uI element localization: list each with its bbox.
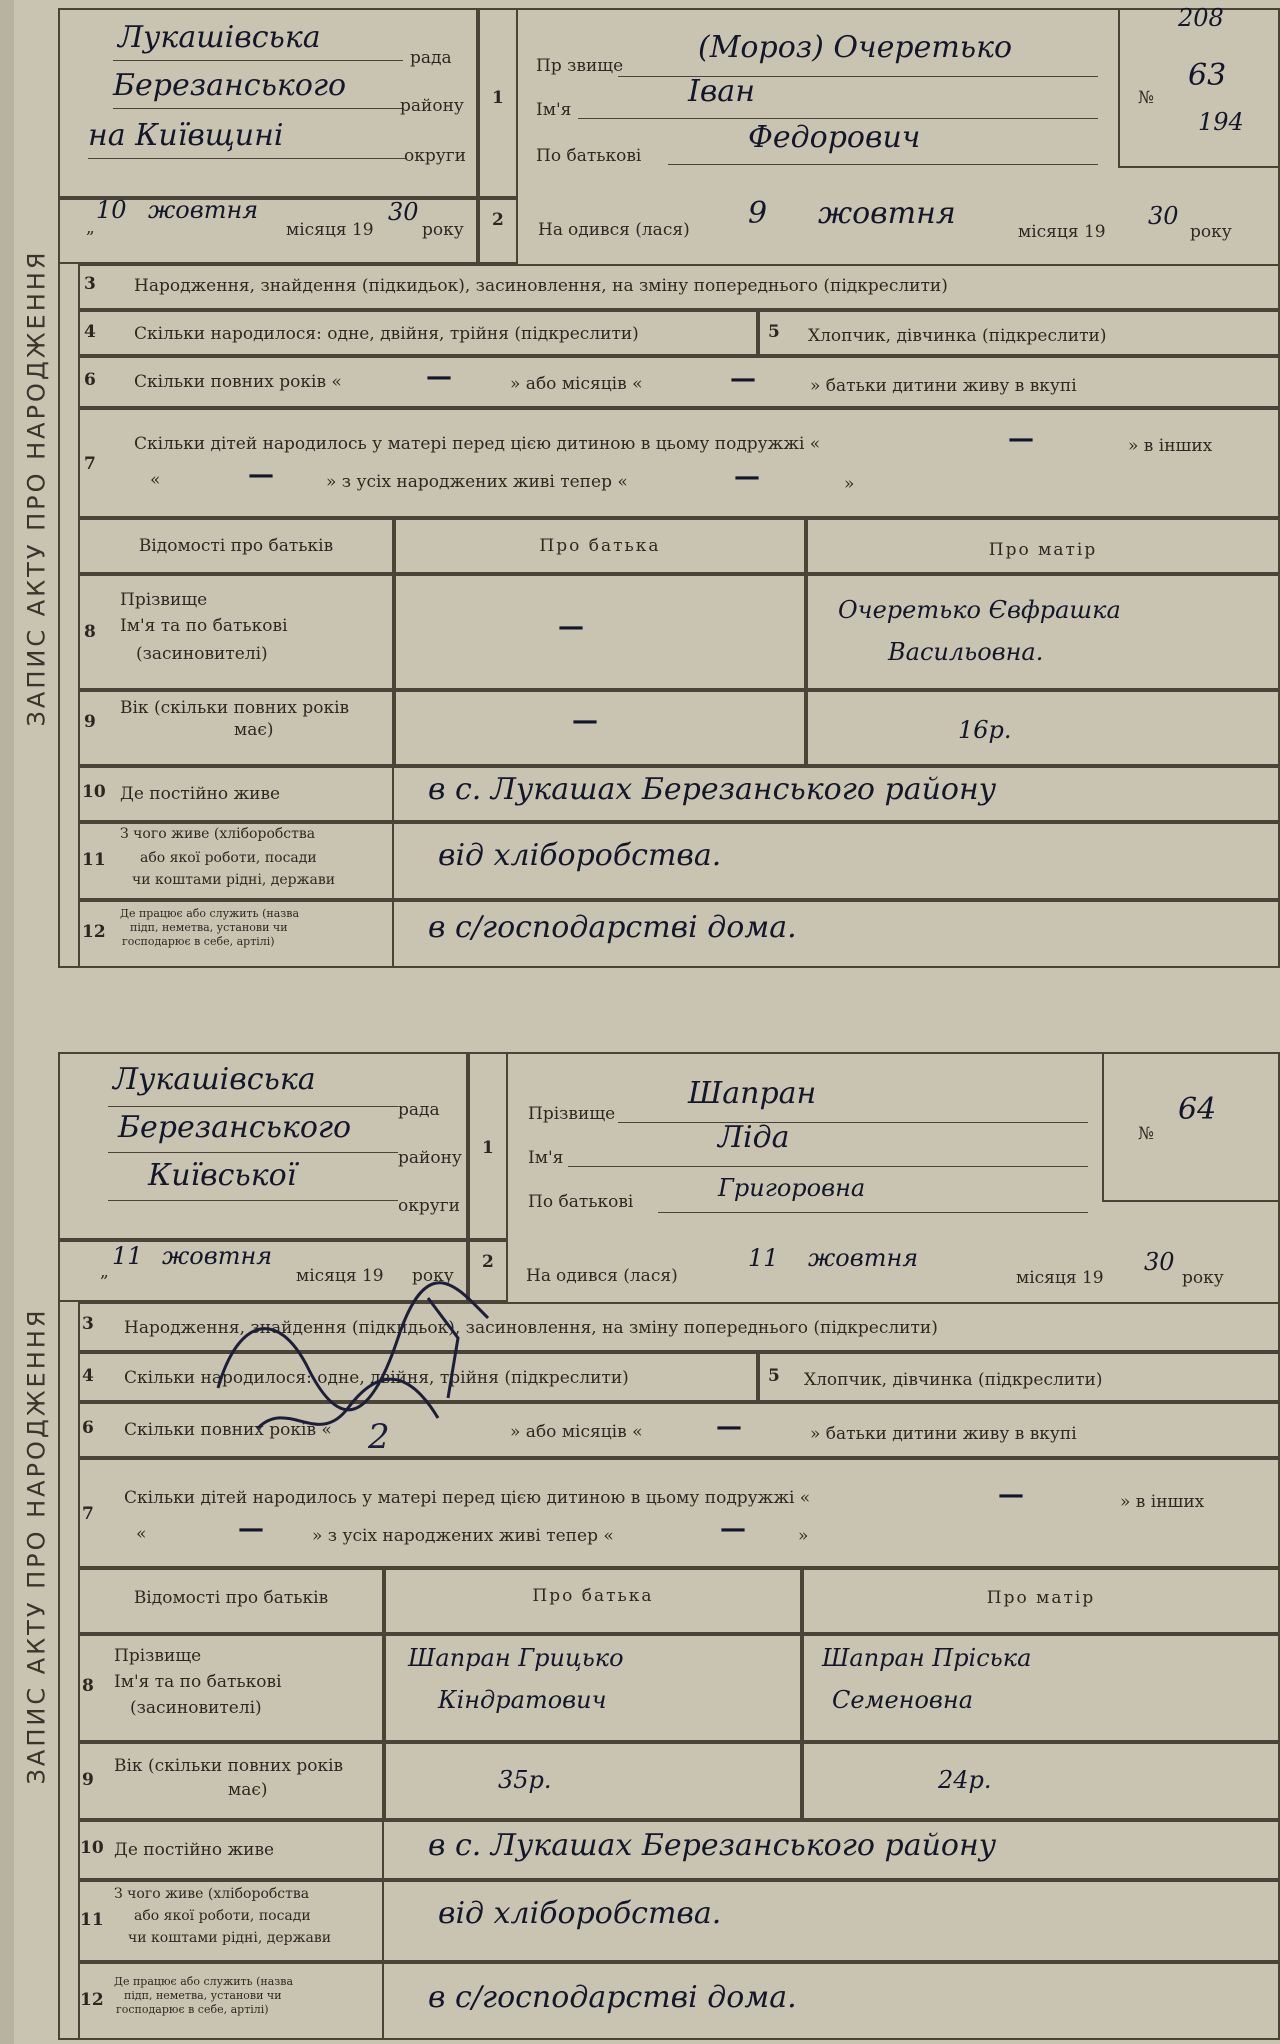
side-label-1: ЗАПИС АКТУ ПРО НАРОДЖЕННЯ bbox=[22, 249, 50, 727]
livelihood-1: від хліборобства. bbox=[438, 838, 722, 873]
father-age-2: 35р. bbox=[498, 1766, 552, 1794]
okrug-label: округи bbox=[404, 146, 466, 166]
name-value: Іван bbox=[688, 74, 755, 109]
birth-record-2: Лукашівська рада Березанського району Київської округи 1 Прізвище Шапран Ім'я Ліда По батькові Григоровна № 64 „ 11 жовтня місяця 19 року 2 На одився (лася) 11 жовтня місяця 19 30 року 3 Народження, знайдення (підкидьок), засиновлення, на зміну попереднього (підкреслити) 4 Скільки народилося: одне, двійня, трійня (підкреслити) 5 Хлопчик, дівчинка (підкреслити) 6 Скільки повних років « » або місяців « — » батьки дитини живу в вкупі 7 Скільки дітей народилось у матері перед цією дитиною в цьому подружжі « — » в інших « — » з усіх народжених живі тепер « — » Відомості про батьків Про батька Про матір 8 Прізвище Ім'я та по батькові (засиновителі) Шапран Грицько Кіндратович Шапран Пріська Семеновна 9 Вік (скільки повних років має) 35р. 24р. 10 Де постійно живе в с. Лукашах Березанського району 11 З чого живе (хліборобства або якої роботи, посади чи коштами рідні, держави від хліборобства. 12 Де працює або служить (назва підп, неметва, установи чи господарює в себе, артілі) в с/господарстві дома. 2 bbox=[58, 1052, 1280, 2040]
document-page bbox=[14, 0, 1280, 2044]
father-name-2: Шапран Грицько bbox=[408, 1644, 624, 1672]
mother-age-2: 24р. bbox=[938, 1766, 992, 1794]
rada-label: рада bbox=[410, 48, 452, 68]
record-number: 63 bbox=[1188, 58, 1227, 93]
name-label: Ім'я bbox=[536, 100, 572, 120]
rada-value: Лукашівська bbox=[118, 20, 321, 55]
raion-value-2: Березанського bbox=[118, 1110, 352, 1145]
okrug-value: на Київщині bbox=[88, 118, 284, 153]
father-patronymic-2: Кіндратович bbox=[438, 1686, 607, 1714]
residence-2: в с. Лукашах Березанського району bbox=[428, 1828, 997, 1863]
patronymic-label: По батькові bbox=[536, 146, 642, 166]
mother-name-1: Очеретько Євфрашка bbox=[838, 596, 1121, 624]
side-label-2: ЗАПИС АКТУ ПРО НАРОДЖЕННЯ bbox=[22, 1307, 50, 1785]
mother-patronymic-2: Семеновна bbox=[832, 1686, 974, 1714]
birth-year: 30 bbox=[1148, 202, 1179, 230]
reg-month: жовтня bbox=[148, 196, 259, 224]
record-number-sub: 194 bbox=[1198, 108, 1244, 136]
birth-day: 9 bbox=[748, 196, 768, 231]
reg-month-2: жовтня bbox=[162, 1242, 273, 1270]
livelihood-2: від хліборобства. bbox=[438, 1896, 722, 1931]
work-1: в с/господарстві дома. bbox=[428, 910, 797, 945]
rada-value-2: Лукашівська bbox=[113, 1062, 316, 1097]
birth-month-2: жовтня bbox=[808, 1244, 919, 1272]
surname-label: Пр звище bbox=[536, 56, 624, 76]
patronymic-value: Федорович bbox=[748, 120, 921, 155]
residence-1: в с. Лукашах Березанського району bbox=[428, 772, 997, 807]
reg-year: 30 bbox=[388, 198, 419, 226]
birth-record-1: Лукашівська рада Березанського району на Київщині округи 1 Пр звище (Мороз) Очеретько Ім'я Іван По батькові Федорович 208 № 63 194 „ 10 жовтня місяця 19 30 року 2 На одився (лася) 9 жовтня місяця 19 30 року 3 Народження, знайдення (підкидьок), засиновлення, на зміну попереднього (підкреслити) 4 Скільки народилося: одне, двійня, трійня (підкреслити) 5 Хлопчик, дівчинка (підкреслити) 6 Скільки повних років « — » або місяців « — » батьки дитини живу в вкупі 7 Скільки дітей народилось у матері перед цією дитиною в цьому подружжі « — » в інших « — » з усіх народжених живі тепер « — » Відомості про батьків Про батька Про матір 8 Прізвище Ім'я та по батькові (засиновителі) — Очеретько Євфрашка Васильовна. 9 Вік (скільки повних років має) — 16р. 10 Де постійно живе в с. Лукашах Березанського району 11 З чого живе (хліборобства або якої роботи, посади чи коштами рідні, держави від хліборобства. 12 Де працює або служить (назва підп, неметва, установи чи господарює в себе, артілі) в с/господарстві дома. bbox=[58, 8, 1280, 968]
father-name-1: — bbox=[558, 612, 584, 642]
reg-day: 10 bbox=[96, 196, 127, 224]
mother-patronymic-1: Васильовна. bbox=[888, 638, 1044, 666]
reg-day-2: 11 bbox=[112, 1242, 143, 1270]
name-value-2: Ліда bbox=[718, 1120, 790, 1155]
scribble-number: 2 bbox=[368, 1417, 390, 1457]
corner-number: 208 bbox=[1178, 4, 1224, 32]
birth-month: жовтня bbox=[818, 196, 956, 231]
record-number-2: 64 bbox=[1178, 1092, 1217, 1127]
surname-value: (Мороз) Очеретько bbox=[698, 30, 1013, 65]
row3-text: Народження, знайдення (підкидьок), засиновлення, на зміну попереднього (підкреслити) bbox=[134, 276, 948, 296]
birth-day-2: 11 bbox=[748, 1244, 779, 1272]
raion-label: району bbox=[400, 96, 464, 116]
father-age-1: — bbox=[572, 706, 598, 736]
handwritten-scribble bbox=[198, 1278, 518, 1468]
work-2: в с/господарстві дома. bbox=[428, 1980, 797, 2015]
mother-name-2: Шапран Пріська bbox=[822, 1644, 1032, 1672]
surname-value-2: Шапран bbox=[688, 1076, 817, 1111]
patronymic-value-2: Григоровна bbox=[718, 1174, 866, 1202]
okrug-value-2: Київської bbox=[148, 1158, 297, 1193]
birth-year-2: 30 bbox=[1144, 1248, 1175, 1276]
raion-value: Березанського bbox=[113, 68, 347, 103]
mother-age-1: 16р. bbox=[958, 716, 1012, 744]
